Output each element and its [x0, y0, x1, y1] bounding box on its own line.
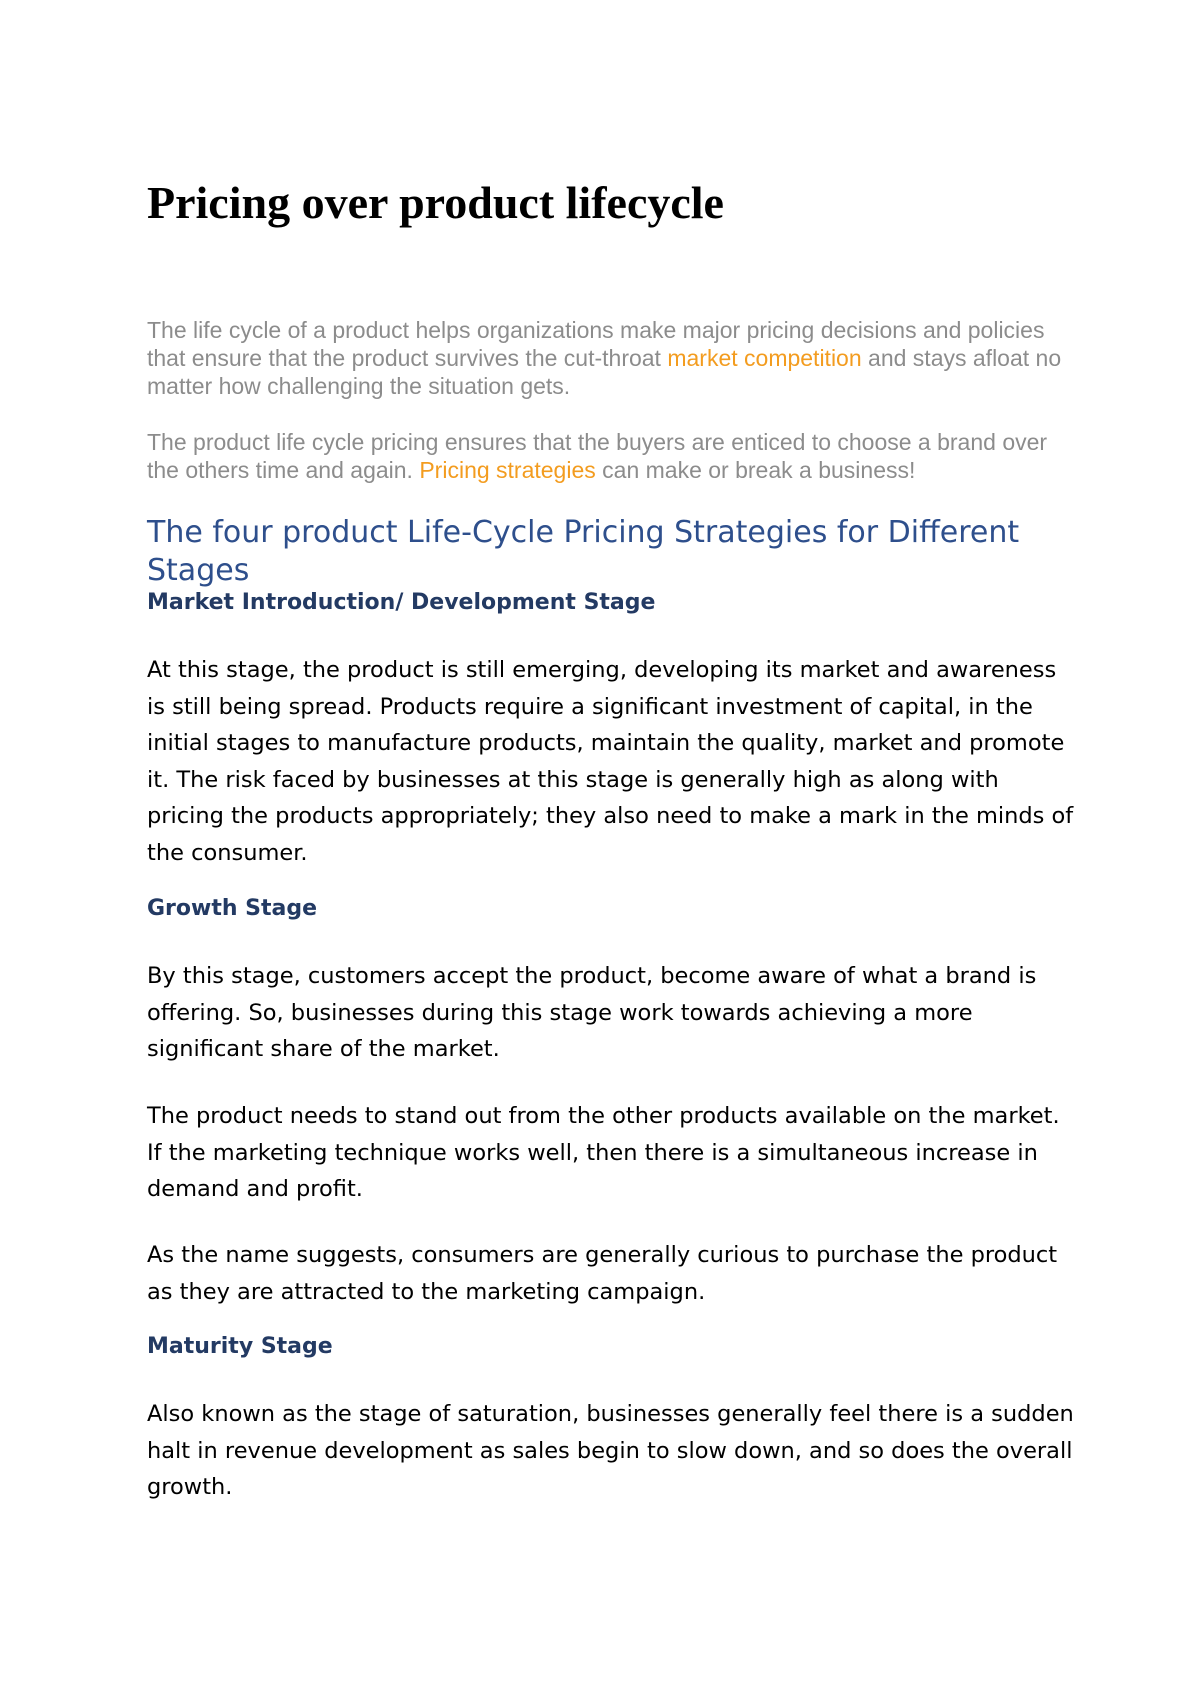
- intro-paragraph-2: [147, 428, 1067, 484]
- section-heading-growth: Growth Stage: [147, 896, 318, 921]
- section-growth-paragraph-3: As the name suggests, consumers are generally curious to purchase the product as they are attracted to the marketing campaign.: [147, 1242, 1058, 1305]
- intro-1-text-after: and stays afloat no matter how challenging the situation gets.: [147, 345, 1062, 399]
- section-growth-paragraph-2: The product needs to stand out from the other products available on the market. If the marketing technique works well, then there is a simultaneous increase in demand and profit.: [147, 1103, 1060, 1203]
- intro-2-text-before: The product life cycle pricing ensures that the buyers are enticed to choose a brand over the others time and again.: [147, 429, 1048, 483]
- pricing-strategies-link[interactable]: Pricing strategies: [419, 457, 596, 483]
- section-introduction-paragraph: At this stage, the product is still emerging, developing its market and awareness is still being spread. Products require a significant investment of capital, in the initial stages to manufacture products, maintain the quality, market and promote it. The risk faced by businesses at this stage is generally high as along with pricing the products appropriately; they also need to make a mark in the minds of the consumer.: [147, 657, 1074, 866]
- document-title: Pricing over product lifecycle: [147, 177, 724, 228]
- intro-1-text-before: The life cycle of a product helps organizations make major pricing decisions and policies that ensure that the product survives the cut-throat: [147, 317, 1045, 371]
- section-growth-paragraph-1: By this stage, customers accept the product, become aware of what a brand is offering. So, businesses during this stage work towards achieving a more significant share of the market.: [147, 963, 1037, 1063]
- section-heading-introduction: Market Introduction/ Development Stage: [147, 590, 656, 615]
- intro-2-text-after: can make or break a business!: [595, 457, 916, 483]
- section-maturity-paragraph: Also known as the stage of saturation, businesses generally feel there is a sudden halt in revenue development as sales begin to slow down, and so does the overall growth.: [147, 1401, 1074, 1501]
- intro-paragraph-1: [147, 316, 1067, 400]
- market-competition-link[interactable]: market competition: [667, 345, 862, 371]
- section-heading-maturity: Maturity Stage: [147, 1334, 333, 1359]
- main-heading: The four product Life-Cycle Pricing Strategies for Different Stages: [147, 515, 1020, 588]
